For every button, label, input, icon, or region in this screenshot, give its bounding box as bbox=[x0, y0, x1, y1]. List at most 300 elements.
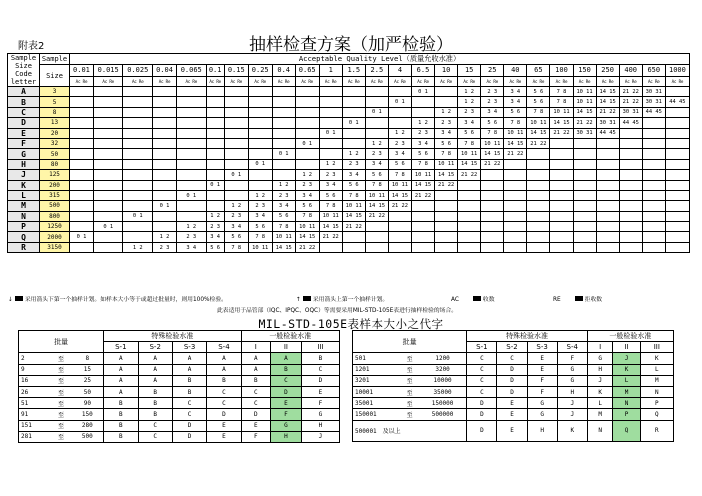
code-cell: A bbox=[138, 353, 172, 364]
lot-to: 280 bbox=[72, 420, 104, 431]
code-cell: G bbox=[301, 409, 339, 420]
aql-cell: 14 15 bbox=[272, 242, 295, 252]
lot-to-label: 至 bbox=[51, 386, 72, 397]
aql-cell bbox=[596, 222, 619, 232]
ac-re-header: Ac Re bbox=[596, 76, 619, 86]
lot-header: 批量 bbox=[19, 331, 104, 353]
lot-row bbox=[19, 398, 340, 409]
aql-cell bbox=[504, 232, 527, 242]
level-subheader: II bbox=[613, 342, 640, 353]
code-cell: H bbox=[270, 431, 301, 442]
code-cell: D bbox=[467, 398, 497, 409]
aql-row bbox=[8, 170, 690, 180]
sample-size: 80 bbox=[40, 159, 70, 169]
special-level-header: 特殊检验水准 bbox=[104, 331, 242, 342]
aql-cell: 1 2 bbox=[435, 107, 458, 117]
aql-cell: 0 1 bbox=[248, 159, 272, 169]
aql-cell bbox=[70, 201, 94, 211]
aql-cell bbox=[573, 170, 596, 180]
lot-to: 90 bbox=[72, 398, 104, 409]
lot-to: 8 bbox=[72, 353, 104, 364]
code-cell: E bbox=[497, 409, 527, 420]
aql-cell: 3 4 bbox=[272, 201, 295, 211]
aql-cell: 5 6 bbox=[504, 107, 527, 117]
code-cell: G bbox=[587, 353, 613, 364]
aql-cell: 3 4 bbox=[411, 138, 434, 148]
aql-cell bbox=[272, 170, 295, 180]
code-cell: R bbox=[640, 420, 673, 441]
aql-cell bbox=[248, 118, 272, 128]
code-cell: J bbox=[557, 398, 587, 409]
aql-cell bbox=[153, 128, 177, 138]
code-cell: C bbox=[241, 386, 270, 397]
code-cell: B bbox=[241, 375, 270, 386]
aql-cell bbox=[642, 232, 665, 242]
annex-label: 附表2 bbox=[18, 41, 45, 52]
aql-cell: 30 31 bbox=[619, 107, 642, 117]
aql-cell bbox=[481, 170, 504, 180]
aql-cell bbox=[435, 242, 458, 252]
code-cell: B bbox=[104, 431, 138, 442]
code-cell: P bbox=[640, 398, 673, 409]
aql-cell bbox=[504, 222, 527, 232]
aql-cell bbox=[248, 97, 272, 107]
aql-cell bbox=[435, 201, 458, 211]
code-cell: C bbox=[467, 386, 497, 397]
aql-level-header: 4 bbox=[388, 65, 411, 77]
aql-level-header: 1.5 bbox=[342, 65, 365, 77]
aql-cell bbox=[619, 242, 642, 252]
code-cell: H bbox=[587, 364, 613, 375]
aql-cell: 14 15 bbox=[342, 211, 365, 221]
aql-cell bbox=[504, 170, 527, 180]
aql-row bbox=[8, 97, 690, 107]
code-cell: L bbox=[587, 398, 613, 409]
aql-cell: 21 22 bbox=[295, 242, 319, 252]
aql-cell: 3 4 bbox=[206, 232, 224, 242]
aql-cell bbox=[435, 87, 458, 97]
aql-level-header: 100 bbox=[550, 65, 573, 77]
code-letter: C bbox=[8, 107, 40, 117]
aql-cell bbox=[176, 87, 206, 97]
aql-cell bbox=[435, 232, 458, 242]
aql-cell bbox=[319, 87, 342, 97]
aql-cell: 5 6 bbox=[342, 180, 365, 190]
aql-cell: 5 6 bbox=[365, 170, 388, 180]
aql-cell bbox=[596, 180, 619, 190]
aql-cell: 2 3 bbox=[411, 128, 434, 138]
aql-table bbox=[7, 53, 690, 253]
aql-cell: 30 31 bbox=[642, 87, 665, 97]
code-cell: Q bbox=[613, 420, 640, 441]
lot-to: 500 bbox=[72, 431, 104, 442]
arrow-down-icon: ↓ bbox=[8, 297, 13, 303]
aql-cell bbox=[481, 201, 504, 211]
aql-cell bbox=[550, 211, 573, 221]
aql-cell: 1 2 bbox=[224, 201, 248, 211]
ac-re-header: Ac Re bbox=[248, 76, 272, 86]
level-subheader: III bbox=[640, 342, 673, 353]
aql-cell bbox=[388, 222, 411, 232]
aql-cell bbox=[550, 232, 573, 242]
code-cell: H bbox=[557, 386, 587, 397]
aql-cell: 14 15 bbox=[319, 222, 342, 232]
sample-size: 5 bbox=[40, 97, 70, 107]
aql-cell bbox=[123, 149, 153, 159]
lot-to-label: 至 bbox=[51, 409, 72, 420]
aql-cell: 1 2 bbox=[153, 232, 177, 242]
aql-cell: 14 15 bbox=[411, 180, 434, 190]
aql-cell bbox=[411, 232, 434, 242]
sample-size: 500 bbox=[40, 201, 70, 211]
aql-cell bbox=[272, 128, 295, 138]
code-cell: A bbox=[241, 353, 270, 364]
aql-cell bbox=[206, 190, 224, 200]
aql-row bbox=[8, 128, 690, 138]
aql-cell bbox=[365, 87, 388, 97]
aql-cell bbox=[596, 159, 619, 169]
lot-row bbox=[353, 375, 674, 386]
aql-cell bbox=[70, 170, 94, 180]
aql-cell bbox=[176, 138, 206, 148]
code-cell: D bbox=[467, 420, 497, 441]
code-cell: C bbox=[467, 364, 497, 375]
aql-cell: 14 15 bbox=[458, 159, 481, 169]
lot-to-label: 至 bbox=[400, 364, 418, 375]
aql-cell bbox=[527, 201, 550, 211]
aql-cell: 0 1 bbox=[206, 180, 224, 190]
aql-cell bbox=[550, 180, 573, 190]
aql-level-header: 0.15 bbox=[224, 65, 248, 77]
aql-level-header: 0.4 bbox=[272, 65, 295, 77]
code-cell: C bbox=[138, 431, 172, 442]
ac-re-header: Ac Re bbox=[665, 76, 689, 86]
code-cell: G bbox=[270, 420, 301, 431]
aql-cell: 2 3 bbox=[206, 222, 224, 232]
aql-cell bbox=[481, 232, 504, 242]
aql-cell: 5 6 bbox=[319, 190, 342, 200]
aql-cell bbox=[619, 180, 642, 190]
code-cell: D bbox=[467, 409, 497, 420]
aql-cell: 1 2 bbox=[458, 87, 481, 97]
level-subheader: S-4 bbox=[207, 342, 241, 353]
aql-cell: 14 15 bbox=[365, 201, 388, 211]
aql-row bbox=[8, 149, 690, 159]
aql-cell: 1 2 bbox=[295, 170, 319, 180]
aql-level-header: 0.065 bbox=[176, 65, 206, 77]
aql-cell: 7 8 bbox=[365, 180, 388, 190]
aql-cell bbox=[153, 149, 177, 159]
aql-cell bbox=[619, 149, 642, 159]
aql-cell bbox=[596, 201, 619, 211]
lot-from: 16 bbox=[19, 375, 51, 386]
aql-cell bbox=[642, 201, 665, 211]
aql-cell: 21 22 bbox=[596, 107, 619, 117]
sample-size-header: Size bbox=[40, 65, 70, 87]
aql-cell bbox=[411, 242, 434, 252]
aql-cell bbox=[435, 190, 458, 200]
aql-cell: 10 11 bbox=[550, 107, 573, 117]
aql-cell bbox=[272, 107, 295, 117]
aql-cell: 21 22 bbox=[550, 128, 573, 138]
aql-cell: 1 2 bbox=[272, 180, 295, 190]
code-cell: L bbox=[613, 375, 640, 386]
aql-cell bbox=[573, 138, 596, 148]
aql-cell bbox=[596, 190, 619, 200]
ac-re-header: Ac Re bbox=[458, 76, 481, 86]
aql-level-header: 25 bbox=[481, 65, 504, 77]
aql-cell bbox=[176, 211, 206, 221]
aql-cell bbox=[70, 97, 94, 107]
aql-cell: 14 15 bbox=[573, 107, 596, 117]
aql-cell: 2 3 bbox=[365, 149, 388, 159]
aql-cell bbox=[642, 128, 665, 138]
aql-cell bbox=[342, 107, 365, 117]
aql-row bbox=[8, 242, 690, 252]
aql-cell bbox=[342, 242, 365, 252]
lot-row bbox=[19, 364, 340, 375]
aql-level-header: 1000 bbox=[665, 65, 689, 77]
aql-cell: 1 2 bbox=[365, 138, 388, 148]
level-subheader: S-1 bbox=[467, 342, 497, 353]
aql-row bbox=[8, 222, 690, 232]
aql-cell bbox=[319, 118, 342, 128]
level-subheader: I bbox=[241, 342, 270, 353]
aql-cell bbox=[319, 97, 342, 107]
aql-cell: 10 11 bbox=[272, 232, 295, 242]
aql-cell bbox=[93, 107, 123, 117]
aql-cell bbox=[411, 97, 434, 107]
aql-cell bbox=[665, 118, 689, 128]
aql-cell bbox=[596, 170, 619, 180]
aql-cell bbox=[411, 222, 434, 232]
aql-row bbox=[8, 159, 690, 169]
aql-cell bbox=[153, 180, 177, 190]
aql-cell bbox=[550, 138, 573, 148]
code-cell: J bbox=[613, 353, 640, 364]
aql-cell bbox=[342, 138, 365, 148]
aql-cell: 2 3 bbox=[248, 201, 272, 211]
lot-to: 1200 bbox=[419, 353, 467, 364]
aql-cell bbox=[224, 87, 248, 97]
aql-cell bbox=[153, 159, 177, 169]
aql-cell bbox=[70, 159, 94, 169]
code-cell: E bbox=[207, 431, 241, 442]
aql-level-header: 40 bbox=[504, 65, 527, 77]
aql-cell bbox=[388, 87, 411, 97]
aql-cell bbox=[665, 149, 689, 159]
aql-cell bbox=[665, 201, 689, 211]
aql-cell bbox=[388, 232, 411, 242]
aql-cell bbox=[665, 232, 689, 242]
general-level-header: 一般检验水准 bbox=[587, 331, 673, 342]
aql-cell: 44 45 bbox=[642, 107, 665, 117]
aql-level-header: 2.5 bbox=[365, 65, 388, 77]
aql-cell bbox=[93, 190, 123, 200]
aql-cell bbox=[365, 118, 388, 128]
aql-cell bbox=[206, 118, 224, 128]
legend-marker bbox=[473, 296, 481, 301]
aql-cell bbox=[619, 232, 642, 242]
code-cell: J bbox=[557, 409, 587, 420]
aql-cell bbox=[550, 242, 573, 252]
code-cell: A bbox=[104, 353, 138, 364]
aql-cell: 7 8 bbox=[527, 107, 550, 117]
aql-cell: 10 11 bbox=[295, 222, 319, 232]
aql-cell: 1 2 bbox=[248, 190, 272, 200]
aql-row bbox=[8, 118, 690, 128]
aql-cell bbox=[123, 170, 153, 180]
aql-cell: 3 4 bbox=[388, 149, 411, 159]
aql-cell: 0 1 bbox=[153, 201, 177, 211]
aql-cell bbox=[365, 242, 388, 252]
aql-cell: 1 2 bbox=[123, 242, 153, 252]
aql-cell bbox=[435, 97, 458, 107]
ac-re-header: Ac Re bbox=[206, 76, 224, 86]
aql-cell bbox=[388, 211, 411, 221]
aql-cell: 0 1 bbox=[123, 211, 153, 221]
aql-cell bbox=[504, 180, 527, 190]
lot-from: 501 bbox=[353, 353, 401, 364]
aql-cell: 3 4 bbox=[295, 190, 319, 200]
legend-down: ↓ 采用箭头下第一个抽样计划。如样本大小等于或超过批量时，则用100%检验。 bbox=[8, 297, 227, 303]
code-cell: A bbox=[207, 353, 241, 364]
sample-size: 125 bbox=[40, 170, 70, 180]
ac-re-header: Ac Re bbox=[176, 76, 206, 86]
code-cell: A bbox=[207, 364, 241, 375]
code-cell: P bbox=[613, 409, 640, 420]
aql-cell bbox=[206, 138, 224, 148]
aql-level-header: 0.65 bbox=[295, 65, 319, 77]
aql-cell: 30 31 bbox=[642, 97, 665, 107]
aql-row bbox=[8, 87, 690, 97]
lot-row-last bbox=[353, 420, 674, 441]
aql-cell: 10 11 bbox=[527, 118, 550, 128]
aql-cell: 5 6 bbox=[458, 128, 481, 138]
aql-cell bbox=[642, 222, 665, 232]
lot-to: 50 bbox=[72, 386, 104, 397]
aql-cell bbox=[123, 159, 153, 169]
aql-cell: 2 3 bbox=[458, 107, 481, 117]
aql-cell bbox=[573, 180, 596, 190]
code-letter: E bbox=[8, 128, 40, 138]
lot-to-label: 至 bbox=[51, 353, 72, 364]
aql-cell bbox=[176, 170, 206, 180]
code-cell: A bbox=[104, 364, 138, 375]
aql-cell bbox=[665, 211, 689, 221]
code-letter: D bbox=[8, 118, 40, 128]
aql-cell: 0 1 bbox=[295, 138, 319, 148]
aql-cell: 10 11 bbox=[248, 242, 272, 252]
code-cell: B bbox=[104, 398, 138, 409]
aql-cell bbox=[596, 211, 619, 221]
code-cell: Q bbox=[640, 409, 673, 420]
ac-re-header: Ac Re bbox=[481, 76, 504, 86]
aql-cell bbox=[458, 211, 481, 221]
aql-cell bbox=[319, 242, 342, 252]
sample-size: 50 bbox=[40, 149, 70, 159]
ac-re-header: Ac Re bbox=[70, 76, 94, 86]
aql-cell: 2 3 bbox=[176, 232, 206, 242]
aql-cell bbox=[272, 118, 295, 128]
level-subheader: S-2 bbox=[138, 342, 172, 353]
aql-cell bbox=[504, 211, 527, 221]
code-cell: D bbox=[241, 409, 270, 420]
aql-cell bbox=[665, 159, 689, 169]
size-table-left bbox=[18, 330, 340, 443]
code-cell: G bbox=[527, 409, 557, 420]
aql-cell bbox=[70, 211, 94, 221]
aql-cell: 5 6 bbox=[224, 232, 248, 242]
code-cell: B bbox=[138, 409, 172, 420]
ac-re-header: Ac Re bbox=[573, 76, 596, 86]
aql-cell bbox=[365, 222, 388, 232]
aql-cell: 2 3 bbox=[435, 118, 458, 128]
aql-cell: 5 6 bbox=[248, 222, 272, 232]
aql-cell: 10 11 bbox=[319, 211, 342, 221]
aql-cell bbox=[411, 201, 434, 211]
aql-level-header: 0.015 bbox=[93, 65, 123, 77]
lot-row bbox=[353, 386, 674, 397]
code-cell: K bbox=[587, 386, 613, 397]
aql-cell: 7 8 bbox=[248, 232, 272, 242]
code-cell: G bbox=[527, 398, 557, 409]
aql-cell bbox=[153, 170, 177, 180]
aql-cell: 1 2 bbox=[176, 222, 206, 232]
code-cell: B bbox=[104, 409, 138, 420]
aql-cell: 2 3 bbox=[342, 159, 365, 169]
code-cell: M bbox=[640, 375, 673, 386]
code-cell: A bbox=[172, 364, 206, 375]
aql-cell bbox=[93, 242, 123, 252]
aql-cell bbox=[176, 107, 206, 117]
aql-row bbox=[8, 201, 690, 211]
code-cell: E bbox=[527, 364, 557, 375]
aql-cell: 1 2 bbox=[388, 128, 411, 138]
code-cell: A bbox=[138, 375, 172, 386]
code-letter: K bbox=[8, 180, 40, 190]
code-cell: A bbox=[270, 353, 301, 364]
aql-cell: 2 3 bbox=[224, 211, 248, 221]
aql-cell bbox=[272, 97, 295, 107]
aql-cell: 21 22 bbox=[319, 232, 342, 242]
aql-cell bbox=[596, 232, 619, 242]
aql-cell bbox=[153, 107, 177, 117]
aql-cell bbox=[411, 211, 434, 221]
aql-cell bbox=[206, 97, 224, 107]
legend-ac: AC 收数 bbox=[451, 297, 495, 303]
aql-cell: 21 22 bbox=[504, 149, 527, 159]
aql-cell bbox=[527, 149, 550, 159]
aql-cell: 0 1 bbox=[93, 222, 123, 232]
aql-cell bbox=[93, 180, 123, 190]
lot-to-label: 至 bbox=[51, 364, 72, 375]
ac-re-header: Ac Re bbox=[365, 76, 388, 86]
code-cell: A bbox=[241, 364, 270, 375]
aql-level-header: 10 bbox=[435, 65, 458, 77]
aql-level-header: 65 bbox=[527, 65, 550, 77]
aql-cell bbox=[206, 201, 224, 211]
legend-re: RE 拒收数 bbox=[553, 297, 603, 303]
sample-size: 32 bbox=[40, 138, 70, 148]
level-subheader: S-3 bbox=[527, 342, 557, 353]
aql-cell bbox=[93, 159, 123, 169]
lot-from: 151 bbox=[19, 420, 51, 431]
ac-re-header: Ac Re bbox=[619, 76, 642, 86]
aql-cell bbox=[123, 190, 153, 200]
aql-level-header: 650 bbox=[642, 65, 665, 77]
ac-re-header: Ac Re bbox=[504, 76, 527, 86]
